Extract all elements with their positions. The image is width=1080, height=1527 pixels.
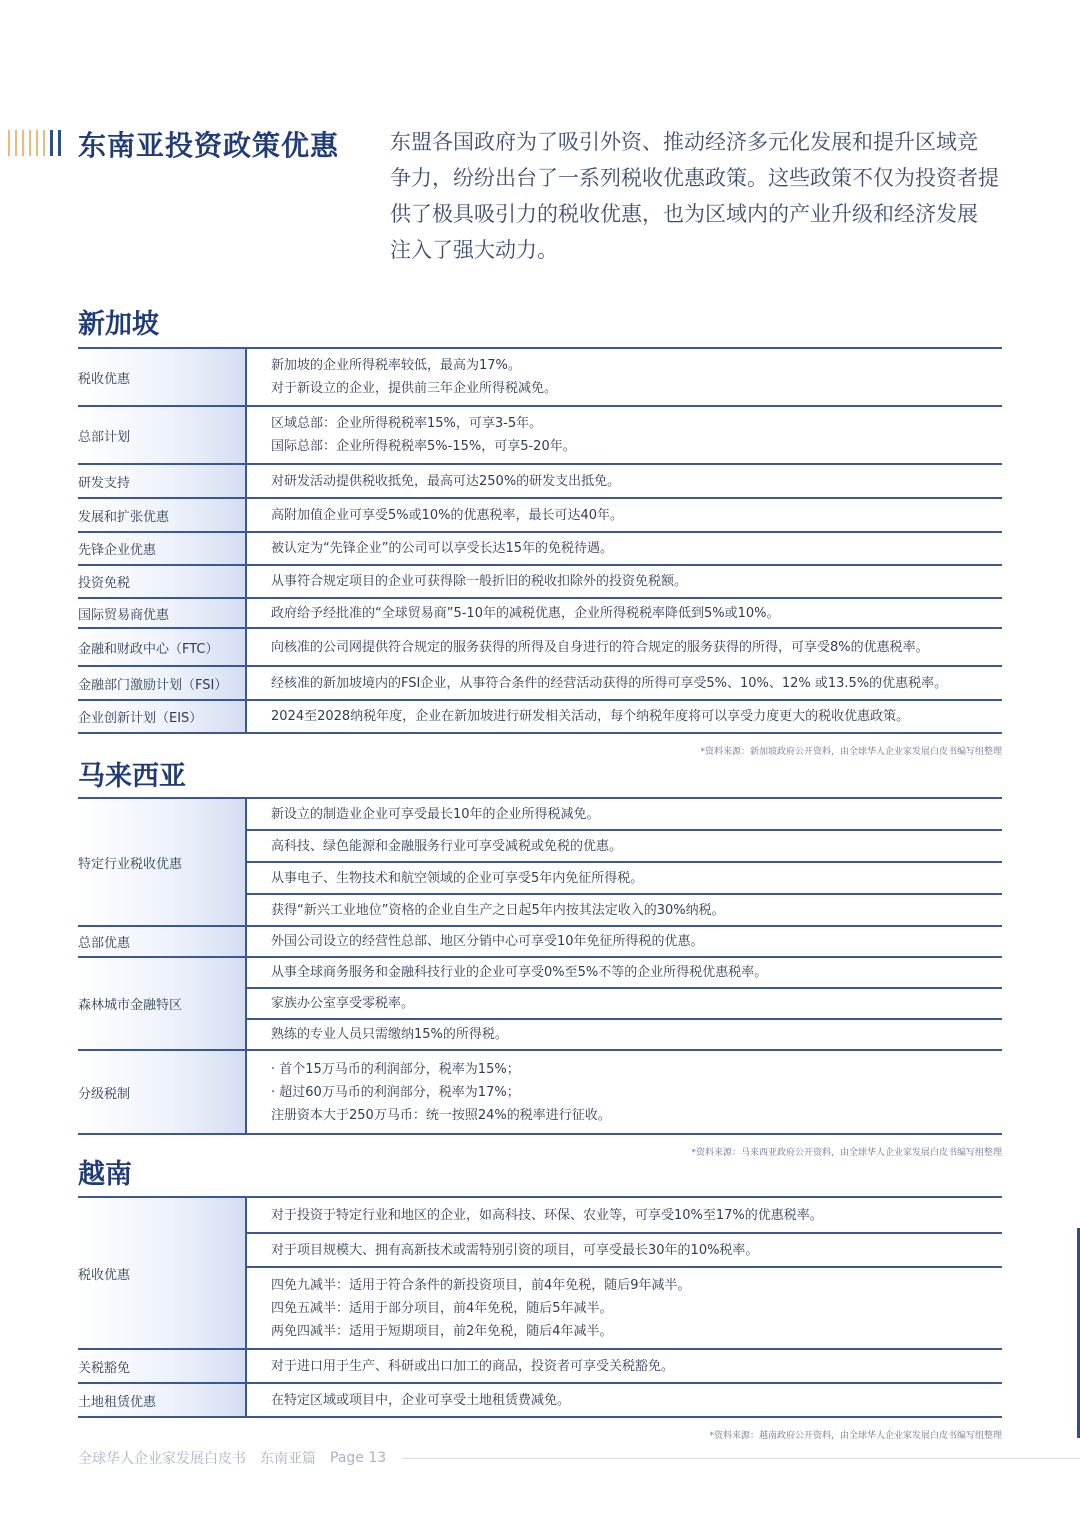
country-title-vietnam: 越南 bbox=[78, 1159, 132, 1190]
detail-cell: 向核准的公司网提供符合规定的服务获得的所得及自身进行的符合规定的服务获得的所得，可享受8%的优惠税率。 bbox=[246, 628, 1002, 666]
malaysia-table bbox=[78, 797, 1002, 1135]
detail-cell: 从事全球商务服务和金融科技行业的企业可享受0%至5%不等的企业所得税优惠税率。 bbox=[246, 957, 1002, 988]
detail-cell bbox=[246, 406, 1002, 464]
vietnam-table bbox=[78, 1196, 1002, 1418]
detail-line: 国际总部：企业所得税税率5%-15%，可享5-20年。 bbox=[271, 439, 576, 454]
detail-line: 对于新设立的企业，提供前三年企业所得税减免。 bbox=[271, 381, 558, 396]
table-row bbox=[78, 700, 1002, 733]
intro-line: 供了极具吸引力的税收优惠，也为区域内的产业升级和经济发展 bbox=[390, 202, 978, 226]
category-cell: 研发支持 bbox=[78, 464, 246, 498]
category-cell: 税收优惠 bbox=[78, 348, 246, 406]
category-cell: 土地租赁优惠 bbox=[78, 1383, 246, 1417]
table-row bbox=[78, 666, 1002, 700]
category-cell: 关税豁免 bbox=[78, 1349, 246, 1383]
table-row bbox=[78, 1197, 1002, 1233]
singapore-table bbox=[78, 347, 1002, 734]
category-cell: 金融部门激励计划（FSI） bbox=[78, 666, 246, 700]
category-cell: 国际贸易商优惠 bbox=[78, 598, 246, 628]
detail-line: 四免五减半：适用于部分项目，前4年免税，随后5年减半。 bbox=[271, 1300, 613, 1316]
detail-cell: 对于投资于特定行业和地区的企业，如高科技、环保、农业等，可享受10%至17%的优惠税率。 bbox=[246, 1197, 1002, 1233]
detail-cell: 从事符合规定项目的企业可获得除一般折旧的税收扣除外的投资免税额。 bbox=[246, 565, 1002, 598]
table-row bbox=[78, 348, 1002, 406]
country-title-malaysia: 马来西亚 bbox=[78, 761, 186, 792]
detail-cell: 外国公司设立的经营性总部、地区分销中心可享受10年免征所得税的优惠。 bbox=[246, 926, 1002, 957]
intro-line: 争力，纷纷出台了一系列税收优惠政策。这些政策不仅为投资者提 bbox=[390, 166, 999, 190]
detail-cell: 对于项目规模大、拥有高新技术或需特别引资的项目，可享受最长30年的10%税率。 bbox=[246, 1233, 1002, 1267]
source-note-malaysia: *资料来源：马来西亚政府公开资料，由全球华人企业家发展白皮书编写组整理 bbox=[691, 1148, 1002, 1158]
footer-book-title: 全球华人企业家发展白皮书 bbox=[78, 1451, 246, 1467]
category-cell: 发展和扩张优惠 bbox=[78, 498, 246, 532]
footer-divider bbox=[402, 1458, 1080, 1459]
table-row bbox=[78, 598, 1002, 628]
table-row bbox=[78, 498, 1002, 532]
category-cell: 总部计划 bbox=[78, 406, 246, 464]
detail-cell: 政府给予经批准的“全球贸易商”5-10年的减税优惠，企业所得税税率降低到5%或10%。 bbox=[246, 598, 1002, 628]
source-note-vietnam: *资料来源：越南政府公开资料，由全球华人企业家发展白皮书编写组整理 bbox=[709, 1431, 1002, 1441]
detail-line: 两免四减半：适用于短期项目，前2年免税，随后4年减半。 bbox=[271, 1323, 613, 1339]
detail-cell bbox=[246, 1267, 1002, 1349]
table-row bbox=[78, 926, 1002, 957]
category-cell: 特定行业税收优惠 bbox=[78, 798, 246, 926]
detail-cell: 在特定区域或项目中，企业可享受土地租赁费减免。 bbox=[246, 1383, 1002, 1417]
page-number: Page 13 bbox=[330, 1450, 387, 1466]
detail-cell: 家族办公室享受零税率。 bbox=[246, 988, 1002, 1019]
detail-cell: 对于进口用于生产、科研或出口加工的商品，投资者可享受关税豁免。 bbox=[246, 1349, 1002, 1383]
detail-cell: 熟练的专业人员只需缴纳15%的所得税。 bbox=[246, 1019, 1002, 1050]
section-title: 东南亚投资政策优惠 bbox=[78, 129, 340, 162]
category-cell: 总部优惠 bbox=[78, 926, 246, 957]
detail-cell: 经核准的新加坡境内的FSI企业，从事符合条件的经营活动获得的所得可享受5%、10%、12% 或13.5%的优惠税率。 bbox=[246, 666, 1002, 700]
detail-cell: 高科技、绿色能源和金融服务行业可享受减税或免税的优惠。 bbox=[246, 830, 1002, 862]
detail-line: · 超过60万马币的利润部分，税率为17%； bbox=[271, 1084, 520, 1100]
table-row bbox=[78, 464, 1002, 498]
table-row bbox=[78, 628, 1002, 666]
table-row bbox=[78, 798, 1002, 830]
category-cell: 金融和财政中心（FTC） bbox=[78, 628, 246, 666]
detail-line: · 首个15万马币的利润部分，税率为15%； bbox=[271, 1061, 520, 1077]
country-title-singapore: 新加坡 bbox=[78, 309, 159, 340]
detail-cell bbox=[246, 348, 1002, 406]
detail-cell: 被认定为“先锋企业”的公司可以享受长达15年的免税待遇。 bbox=[246, 532, 1002, 565]
category-cell: 森林城市金融特区 bbox=[78, 957, 246, 1050]
detail-cell: 新设立的制造业企业可享受最长10年的企业所得税减免。 bbox=[246, 798, 1002, 830]
detail-cell: 2024至2028纳税年度，企业在新加坡进行研发相关活动，每个纳税年度将可以享受力度更大的税收优惠政策。 bbox=[246, 700, 1002, 733]
table-row bbox=[78, 565, 1002, 598]
title-decoration bbox=[8, 130, 61, 156]
category-cell: 投资免税 bbox=[78, 565, 246, 598]
table-row bbox=[78, 406, 1002, 464]
detail-line: 注册资本大于250万马币：统一按照24%的税率进行征收。 bbox=[271, 1107, 611, 1123]
intro-line: 东盟各国政府为了吸引外资、推动经济多元化发展和提升区域竞 bbox=[390, 130, 978, 154]
category-cell: 分级税制 bbox=[78, 1050, 246, 1134]
category-cell: 企业创新计划（EIS） bbox=[78, 700, 246, 733]
page-footer bbox=[78, 1448, 386, 1468]
intro-paragraph bbox=[390, 124, 1010, 268]
table-row bbox=[78, 1383, 1002, 1417]
footer-chapter: 东南亚篇 bbox=[260, 1451, 316, 1467]
detail-cell: 获得“新兴工业地位”资格的企业自生产之日起5年内按其法定收入的30%纳税。 bbox=[246, 894, 1002, 926]
table-row bbox=[78, 1050, 1002, 1134]
detail-line: 新加坡的企业所得税率较低，最高为17%。 bbox=[271, 358, 521, 373]
detail-line: 四免九减半：适用于符合条件的新投资项目，前4年免税，随后9年减半。 bbox=[271, 1277, 691, 1293]
detail-cell: 从事电子、生物技术和航空领域的企业可享受5年内免征所得税。 bbox=[246, 862, 1002, 894]
source-note-singapore: *资料来源：新加坡政府公开资料，由全球华人企业家发展白皮书编写组整理 bbox=[700, 747, 1002, 757]
category-cell: 税收优惠 bbox=[78, 1197, 246, 1349]
category-cell: 先锋企业优惠 bbox=[78, 532, 246, 565]
detail-cell bbox=[246, 1050, 1002, 1134]
detail-cell: 高附加值企业可享受5%或10%的优惠税率，最长可达40年。 bbox=[246, 498, 1002, 532]
table-row bbox=[78, 1349, 1002, 1383]
detail-cell: 对研发活动提供税收抵免，最高可达250%的研发支出抵免。 bbox=[246, 464, 1002, 498]
detail-line: 区域总部：企业所得税税率15%，可享3-5年。 bbox=[271, 416, 543, 431]
intro-line: 注入了强大动力。 bbox=[390, 238, 558, 262]
table-row bbox=[78, 957, 1002, 988]
table-row bbox=[78, 532, 1002, 565]
